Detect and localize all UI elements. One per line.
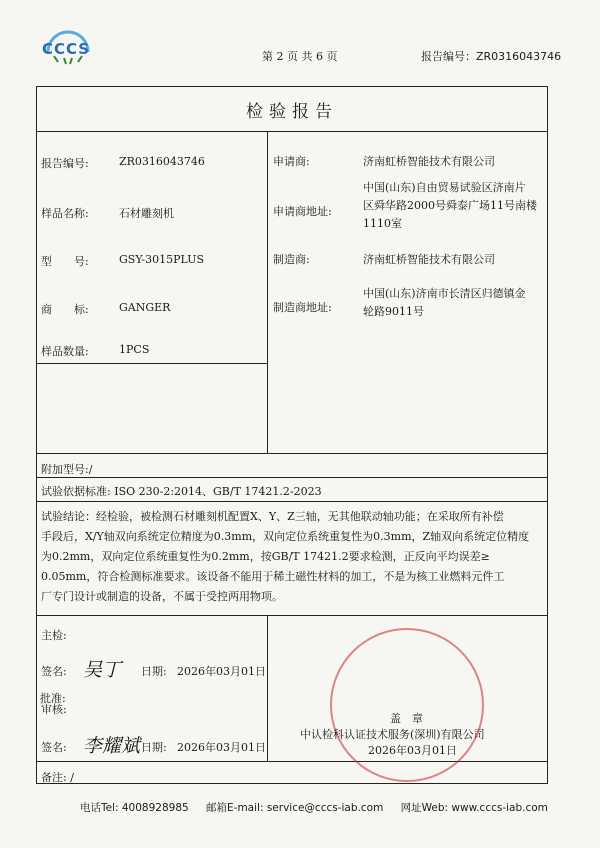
divider bbox=[37, 501, 547, 502]
extra-model: 附加型号:/ bbox=[41, 463, 93, 476]
maker-addr-line: 中国(山东)济南市长清区归德镇金 bbox=[363, 287, 526, 300]
model-value: GSY-3015PLUS bbox=[119, 253, 204, 266]
footer-email: 邮箱E-mail: service@cccs-iab.com bbox=[206, 802, 384, 814]
footer-web: 网址Web: www.cccs-iab.com bbox=[400, 802, 548, 814]
maker-label: 制造商: bbox=[273, 253, 310, 266]
sign-label: 签名: bbox=[41, 665, 67, 678]
footer bbox=[80, 800, 562, 815]
main-inspector-label: 主检: bbox=[41, 629, 67, 642]
footer-tel: 电话Tel: 4008928985 bbox=[80, 802, 189, 814]
sample-name-value: 石材雕刻机 bbox=[119, 207, 174, 220]
stamp-label: 盖 章 bbox=[390, 712, 423, 725]
standard-label: 试验依据标准: bbox=[41, 485, 111, 498]
approver-label: 批准: bbox=[40, 692, 66, 705]
header-report-no-value: ZR0316043746 bbox=[476, 50, 562, 63]
report-title: 检验报告 bbox=[37, 87, 547, 132]
conclusion-line: 试验结论：经检验，被检测石材雕刻机配置X、Y、Z三轴，无其他联动轴功能；在采取所有补偿 bbox=[41, 510, 504, 523]
conclusion-text bbox=[41, 507, 541, 607]
logo-text: CCCS bbox=[42, 40, 91, 58]
conclusion-line: 手段后，X/Y轴双向系统定位精度为0.3mm，双向定位系统重复性为0.3mm，Z轴双向系统定位精度 bbox=[41, 530, 530, 543]
conclusion-line: 厂专门设计或制造的设备，不属于受控两用物项。 bbox=[41, 590, 283, 603]
applicant-addr-label: 申请商地址: bbox=[273, 205, 332, 218]
company-stamp bbox=[330, 628, 484, 782]
sign-label: 签名: bbox=[41, 741, 67, 754]
maker-addr-line: 轮路9011号 bbox=[363, 305, 424, 318]
date-label: 日期: bbox=[141, 665, 167, 678]
conclusion-line: 0.05mm，符合检测标准要求。该设备不能用于稀土磁性材料的加工，不是为核工业燃料元件工 bbox=[41, 570, 505, 583]
company-date: 2026年03月01日 bbox=[368, 744, 457, 757]
divider bbox=[37, 615, 547, 616]
brand-value: GANGER bbox=[119, 301, 171, 314]
divider bbox=[37, 453, 547, 454]
reviewer-label: 审核: bbox=[41, 703, 67, 716]
company-name: 中认检科认证技术服务(深圳)有限公司 bbox=[300, 728, 485, 741]
date-label: 日期: bbox=[141, 741, 167, 754]
signature-1: 吴丁 bbox=[83, 659, 122, 681]
qty-value: 1PCS bbox=[119, 343, 150, 356]
applicant-addr-value bbox=[363, 179, 537, 233]
maker-addr-label: 制造商地址: bbox=[273, 301, 332, 314]
sign-divider bbox=[267, 615, 268, 761]
date-1: 2026年03月01日 bbox=[177, 665, 266, 678]
conclusion-line: 为0.2mm，双向定位系统重复性为0.2mm，按GB/T 17421.2要求检测，正反向平均误差≥ bbox=[41, 550, 490, 563]
sample-name-label: 样品名称: bbox=[41, 207, 89, 220]
header-report-no-label: 报告编号： bbox=[421, 50, 476, 63]
note: 备注: / bbox=[41, 771, 74, 784]
divider bbox=[37, 477, 547, 478]
applicant-value: 济南虹桥智能技术有限公司 bbox=[363, 155, 495, 168]
header-report-no bbox=[421, 48, 561, 64]
maker-value: 济南虹桥智能技术有限公司 bbox=[363, 253, 495, 266]
model-label: 型 号: bbox=[41, 255, 89, 268]
standard-value: ISO 230-2:2014、GB/T 17421.2-2023 bbox=[114, 485, 322, 498]
standard-row bbox=[41, 483, 322, 499]
column-divider bbox=[267, 131, 268, 453]
applicant-label: 申请商: bbox=[273, 155, 310, 168]
divider bbox=[37, 761, 547, 762]
applicant-addr-line: 中国(山东)自由贸易试验区济南片 bbox=[363, 181, 526, 194]
left-report-no-label: 报告编号: bbox=[41, 157, 89, 170]
signature-2: 李耀斌 bbox=[83, 735, 141, 757]
qty-label: 样品数量: bbox=[41, 345, 89, 358]
date-2: 2026年03月01日 bbox=[177, 741, 266, 754]
brand-label: 商 标: bbox=[41, 303, 89, 316]
page-indicator: 第 2 页 共 6 页 bbox=[262, 50, 338, 63]
divider bbox=[37, 363, 267, 364]
applicant-addr-line: 区舜华路2000号舜泰广场11号南楼 bbox=[363, 199, 537, 212]
maker-addr-value bbox=[363, 285, 526, 321]
applicant-addr-line: 1110室 bbox=[363, 217, 402, 230]
left-report-no-value: ZR0316043746 bbox=[119, 155, 205, 168]
